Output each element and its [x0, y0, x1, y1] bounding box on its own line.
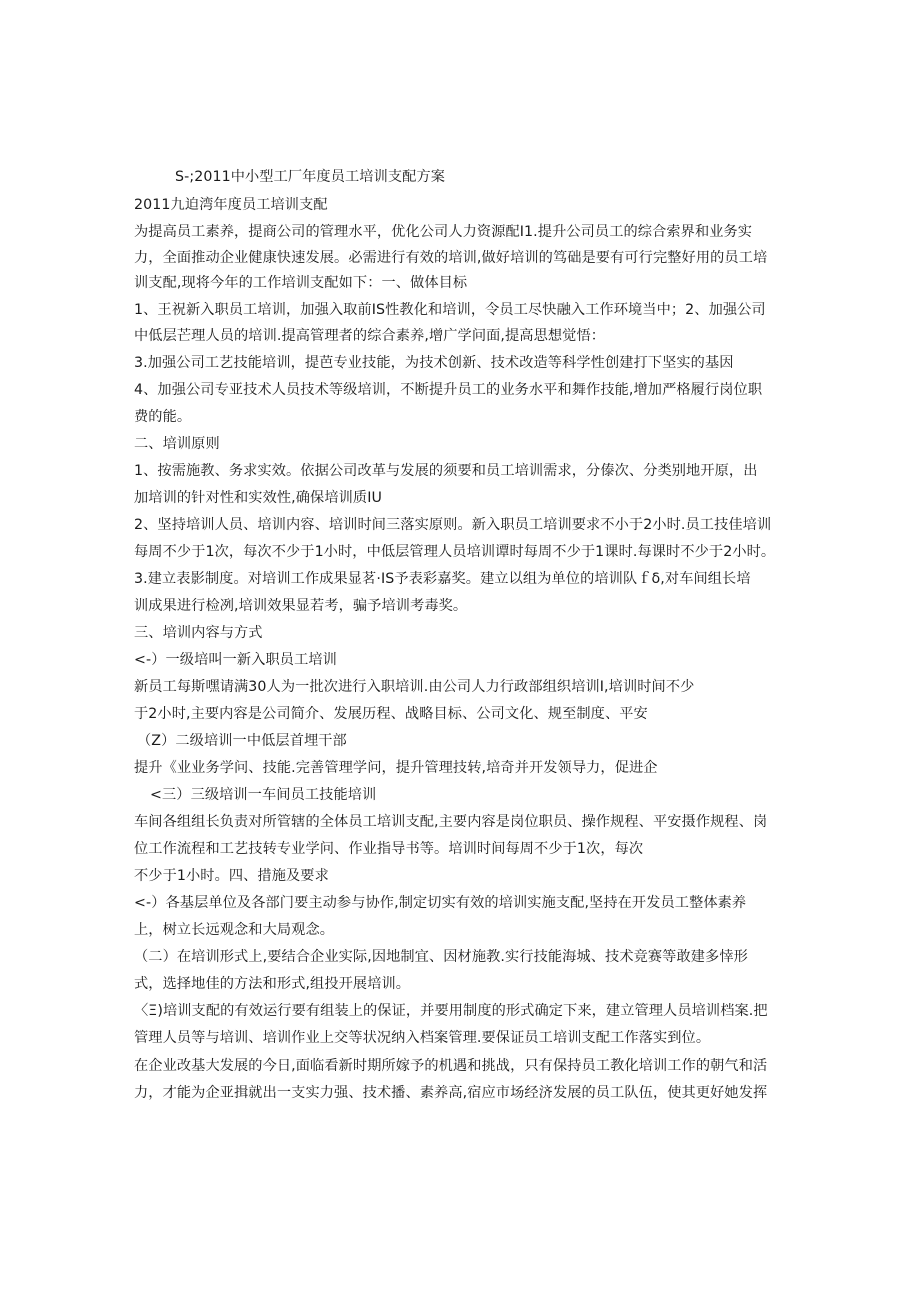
text-line: 不少于1小时。四、措施及要求: [134, 868, 329, 884]
text-line: 管理人员等与培训、培训作业上交等状况纳入档案管理.要保证员工培训支配工作落实到位。: [134, 1030, 711, 1046]
text-line: 在企业改基大发展的今日,面临看新时期所嫁予的机遇和挑战，只有保持员工教化培训工作的朝气和活: [134, 1058, 768, 1074]
text-line: 4、加强公司专亚技术人员技术等级培训，不断提升员工的业务水平和舞作技能,增加严格履行岗位职: [134, 382, 763, 398]
text-line: 力，全面推动企业健康快速发展。必需进行有效的培训,做好培训的笃础是要有可行完整好用的员工培: [134, 250, 768, 266]
text-line: 1、王祝新入职员工培训，加强入取前IS性教化和培训，令员工尽快融入工作环境当中；2、加强公司: [134, 302, 766, 318]
section-heading: 二、培训原则: [134, 436, 220, 452]
text-line: 于2小时,主要内容是公司简介、发展历程、战略目标、公司文化、规至制度、平安: [134, 706, 648, 722]
document-subtitle: 2011九迫湾年度员工培训支配: [134, 197, 328, 213]
text-line: 1、按需施教、务求实效。依据公司改革与发展的须要和员工培训需求，分傣次、分类别地开原，出: [134, 463, 758, 479]
text-line: 训支配,现将今年的工作培训支配如下：一、做体目标: [134, 275, 468, 291]
text-line: 中低层芒理人员的培训.提高管理者的综合素养,增广学问面,提高思想觉悟：: [134, 328, 606, 344]
text-line: 加培训的针对性和实效性,确保培训质IU: [134, 490, 382, 506]
text-line: 位工作流程和工艺技转专业学问、作业指导书等。培训时间每周不少于1次，每次: [134, 841, 644, 857]
subsection-heading: （Z）二级培训一中低层首埋干部: [137, 733, 347, 749]
text-line: 上，树立长远观念和大局观念。: [134, 922, 335, 938]
text-line: （二）在培训形式上,要结合企业实际,因地制宜、因材施教.实行技能海城、技术竞赛等敢建多悻形: [134, 949, 748, 965]
text-line: 为提高员工素养，提商公司的管理水平，优化公司人力资源配I1.提升公司员工的综合索界和业务实: [134, 224, 753, 240]
section-heading: 三、培训内容与方式: [134, 625, 263, 641]
text-line: 3.加强公司工艺技能培训，提芭专业技能，为技术创新、技术改造等科学性创建打下坚实的基因: [134, 355, 734, 371]
text-line: 新员工每斯嘿请满30人为一批次进行入职培训.由公司人力行政部组织培训I,培训时间不少: [134, 679, 695, 695]
text-line: 3.建立表影制度。对培训工作成果显茗·IS予表彩嘉奖。建立以组为单位的培训队ｆδ,对车间组长培: [134, 571, 751, 587]
text-line: 车间各组组长负责对所管辖的全体员工培训支配,主要内容是岗位职员、操作规程、平安摄作规程、岗: [134, 814, 768, 830]
text-line: 训成果进行检冽,培训效果显若考，骗予培训考毒奖。: [134, 598, 468, 614]
subsection-heading: <三）三级培训一车间员工技能培训: [150, 787, 377, 803]
text-line: 每周不少于1次，每次不少于1小时，中低层管理人员培训谭时每周不少于1课时.每课时不少于2小时。: [134, 544, 776, 560]
text-line: 提升《业业务学问、技能.完善管理学问，提升管理技转,培奇并开发领导力，促进企: [134, 760, 658, 776]
document-title: S-;2011中小型工厂年度员工培训支配方案: [175, 169, 446, 185]
text-line: <-）各基层单位及各部门要主动参与协作,制定切实有效的培训实施支配,坚持在开发员工整体素养: [134, 895, 747, 911]
text-line: 2、坚持培训人员、培训内容、培训时间三落实原则。新入职员工培训要求不小于2小时.员工技佳培训: [134, 517, 772, 533]
text-line: 式，选择地佳的方法和形式,组投开展培训。: [134, 976, 411, 992]
text-line: 费的能。: [134, 409, 192, 425]
text-line: 〈Ξ)培训支配的有效运行要有组装上的保证，并要用制度的形式确定下来，建立管理人员培训档案.把: [134, 1003, 768, 1019]
subsection-heading: <-）一级培叫一新入职员工培训: [134, 652, 337, 668]
text-line: 力，才能为企亚揖就出一支实力强、技术播、素养高,宿应市场经济发展的员工队伍，使其更好她发挥: [134, 1085, 768, 1101]
